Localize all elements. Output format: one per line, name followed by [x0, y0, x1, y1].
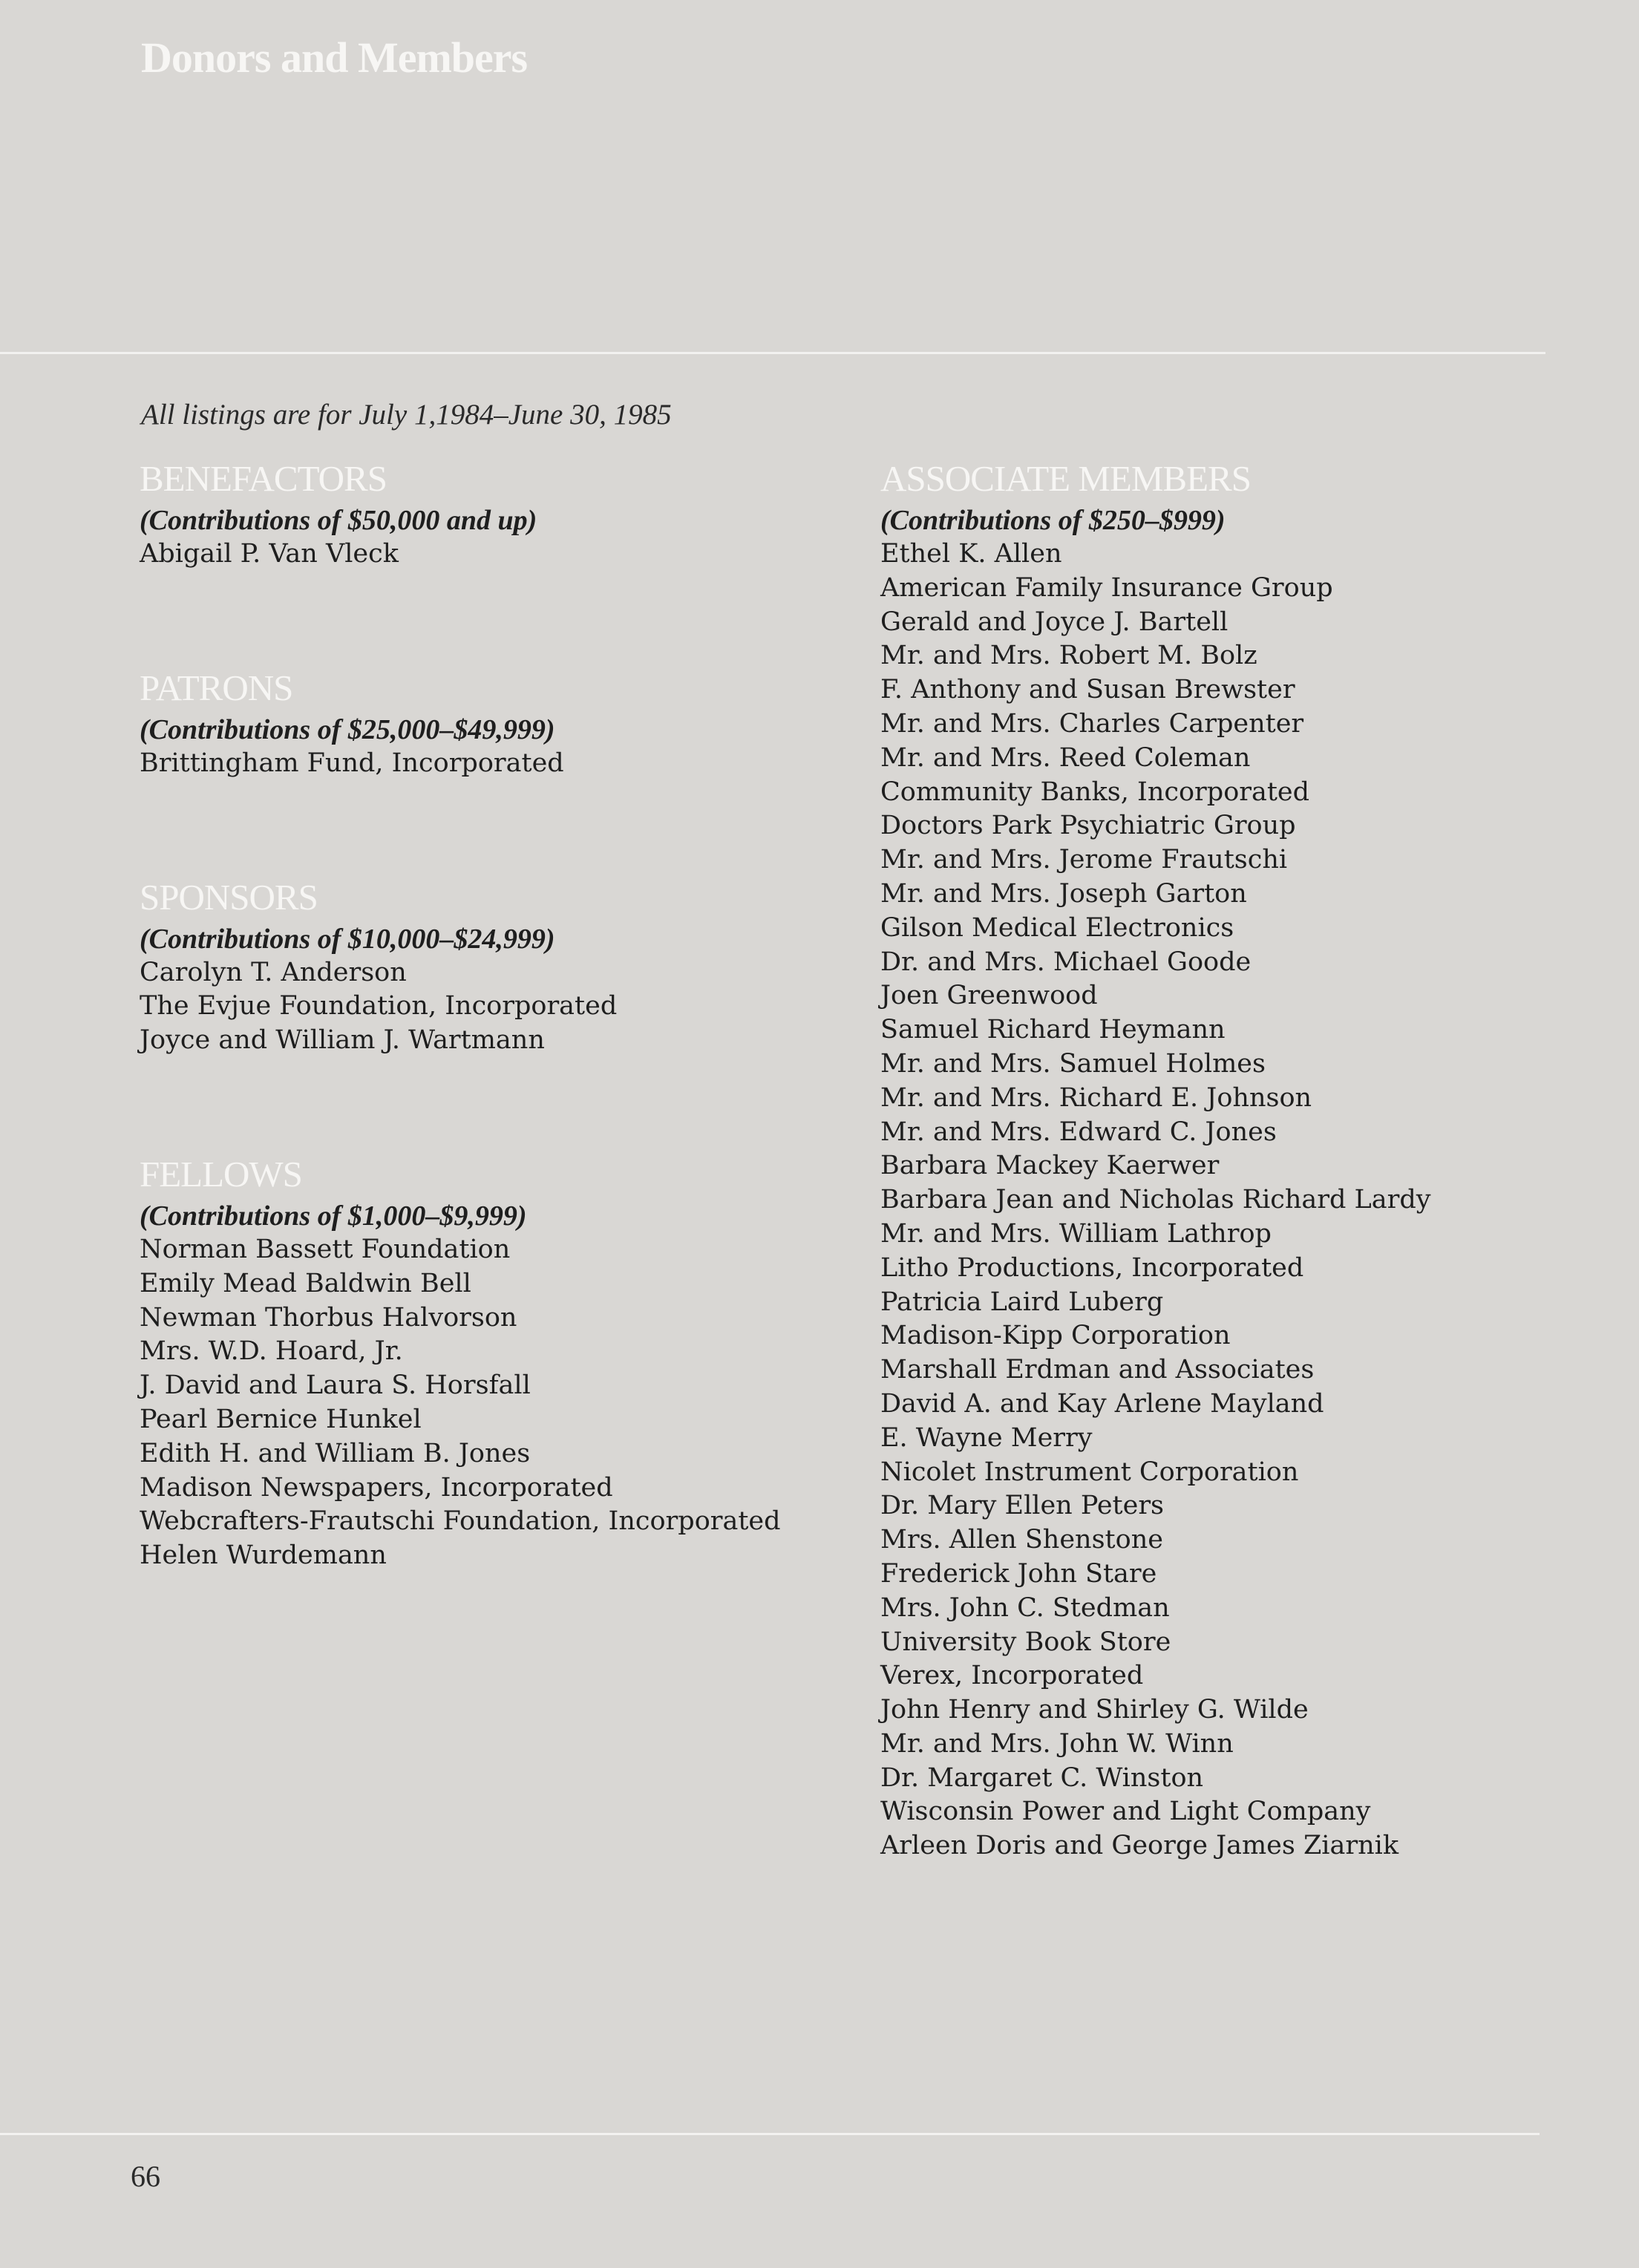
list-item: Mrs. Allen Shenstone [880, 1525, 1163, 1555]
list-item: Mr. and Mrs. William Lathrop [880, 1218, 1272, 1249]
section-associate-members [880, 454, 1593, 1863]
list-item: University Book Store [880, 1627, 1171, 1657]
contribution-range: (Contributions of $250–$999) [880, 505, 1226, 536]
contribution-range: (Contributions of $10,000–$24,999) [140, 923, 555, 955]
list-item: Frederick John Stare [880, 1558, 1157, 1589]
left-column [140, 454, 852, 1573]
contribution-range: (Contributions of $50,000 and up) [140, 505, 537, 536]
listing-period: All listings are for July 1,1984–June 30, 1985 [141, 399, 672, 431]
page-title: Donors and Members [141, 33, 528, 82]
list-item: Wisconsin Power and Light Company [880, 1797, 1371, 1827]
list-item: Webcrafters-Frautschi Foundation, Incorporated [140, 1506, 781, 1537]
list-item: Barbara Jean and Nicholas Richard Lardy [880, 1185, 1431, 1215]
list-item: Emily Mead Baldwin Bell [140, 1268, 471, 1298]
section-heading-patrons: PATRONS [140, 667, 293, 708]
list-item: Dr. Mary Ellen Peters [880, 1491, 1165, 1521]
list-item: Carolyn T. Anderson [140, 957, 407, 987]
list-item: E. Wayne Merry [880, 1422, 1093, 1453]
list-item: Helen Wurdemann [140, 1540, 387, 1571]
top-divider [0, 352, 1545, 354]
list-item: Verex, Incorporated [880, 1661, 1144, 1691]
name-list [140, 1233, 852, 1573]
name-list [140, 956, 852, 1058]
list-item: Mr. and Mrs. Samuel Holmes [880, 1048, 1266, 1079]
list-item: F. Anthony and Susan Brewster [880, 675, 1295, 705]
name-list [140, 537, 852, 572]
list-item: The Evjue Foundation, Incorporated [140, 991, 618, 1022]
section-benefactors [140, 454, 852, 572]
list-item: Marshall Erdman and Associates [880, 1355, 1315, 1385]
section-sponsors [140, 873, 852, 1058]
list-item: Ethel K. Allen [880, 539, 1062, 569]
list-item: Patricia Laird Luberg [880, 1287, 1164, 1317]
section-fellows [140, 1150, 852, 1573]
section-heading-fellows: FELLOWS [140, 1153, 302, 1195]
list-item: Mr. and Mrs. Charles Carpenter [880, 708, 1304, 739]
list-item: Newman Thorbus Halvorson [140, 1302, 517, 1333]
list-item: Nicolet Instrument Corporation [880, 1457, 1299, 1487]
contribution-range: (Contributions of $25,000–$49,999) [140, 713, 555, 745]
list-item: Dr. Margaret C. Winston [880, 1762, 1204, 1793]
section-heading-benefactors: BENEFACTORS [140, 458, 387, 499]
page-number: 66 [131, 2160, 160, 2193]
section-heading-associate-members: ASSOCIATE MEMBERS [880, 458, 1251, 499]
list-item: Mr. and Mrs. Reed Coleman [880, 742, 1251, 773]
list-item: Joen Greenwood [880, 981, 1098, 1011]
list-item: Mr. and Mrs. John W. Winn [880, 1728, 1234, 1759]
list-item: Litho Productions, Incorporated [880, 1252, 1304, 1283]
list-item: Doctors Park Psychiatric Group [880, 811, 1296, 841]
list-item: Mr. and Mrs. Richard E. Johnson [880, 1082, 1312, 1113]
list-item: Mrs. John C. Stedman [880, 1592, 1170, 1623]
list-item: Mrs. W.D. Hoard, Jr. [140, 1336, 403, 1367]
list-item: Arleen Doris and George James Ziarnik [880, 1831, 1399, 1861]
list-item: Abigail P. Van Vleck [140, 539, 399, 569]
list-item: Mr. and Mrs. Jerome Frautschi [880, 845, 1288, 875]
list-item: Norman Bassett Foundation [140, 1234, 511, 1264]
list-item: Gerald and Joyce J. Bartell [880, 607, 1229, 637]
list-item: American Family Insurance Group [880, 572, 1333, 603]
right-column [880, 454, 1593, 1863]
list-item: Mr. and Mrs. Robert M. Bolz [880, 641, 1257, 671]
list-item: J. David and Laura S. Horsfall [140, 1370, 531, 1401]
contribution-range: (Contributions of $1,000–$9,999) [140, 1200, 527, 1232]
list-item: Madison Newspapers, Incorporated [140, 1472, 613, 1503]
list-item: Samuel Richard Heymann [880, 1015, 1226, 1045]
list-item: David A. and Kay Arlene Mayland [880, 1388, 1324, 1419]
name-list [140, 747, 852, 781]
list-item: Brittingham Fund, Incorporated [140, 748, 564, 778]
list-item: Joyce and William J. Wartmann [140, 1025, 545, 1056]
list-item: Pearl Bernice Hunkel [140, 1404, 422, 1434]
name-list [880, 537, 1593, 1863]
list-item: Community Banks, Incorporated [880, 777, 1310, 807]
list-item: Mr. and Mrs. Joseph Garton [880, 878, 1247, 909]
list-item: Gilson Medical Electronics [880, 912, 1234, 943]
list-item: Madison-Kipp Corporation [880, 1321, 1231, 1351]
list-item: John Henry and Shirley G. Wilde [880, 1695, 1309, 1725]
list-item: Mr. and Mrs. Edward C. Jones [880, 1117, 1277, 1147]
section-heading-sponsors: SPONSORS [140, 876, 318, 918]
list-item: Dr. and Mrs. Michael Goode [880, 947, 1252, 977]
section-patrons [140, 664, 852, 781]
list-item: Edith H. and William B. Jones [140, 1438, 531, 1468]
list-item: Barbara Mackey Kaerwer [880, 1151, 1220, 1181]
bottom-divider [0, 2133, 1540, 2135]
